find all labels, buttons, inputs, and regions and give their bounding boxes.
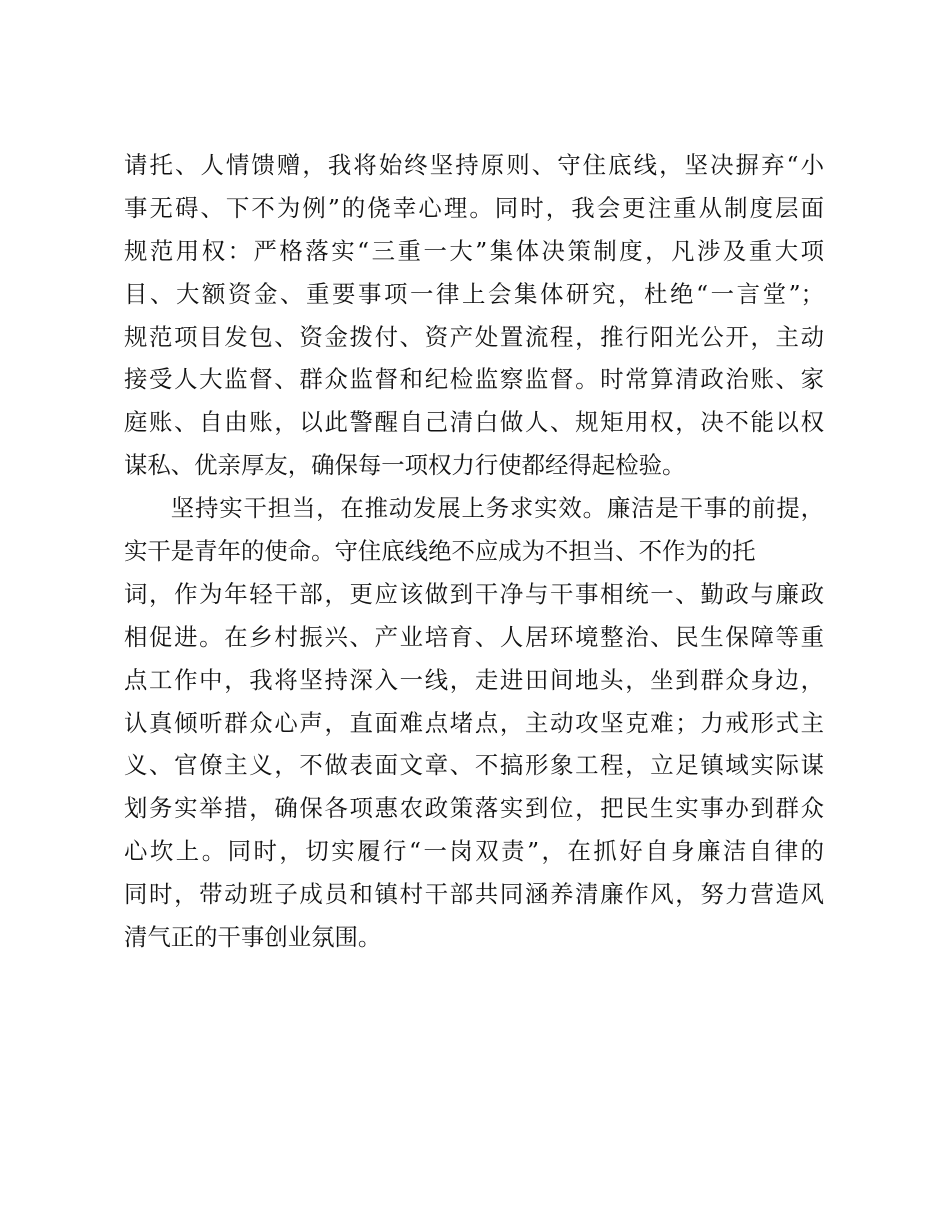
paragraph-line: 事无碍、下不为例”的侥幸心理。同时，我会更注重从制度层面 xyxy=(124,193,824,222)
paragraph-line: 心坎上。同时，切实履行“一岗双责”，在抓好自身廉洁自律的 xyxy=(124,837,824,866)
paragraph-2 xyxy=(124,487,824,959)
paragraph-line: 词，作为年轻干部，更应该做到干净与干事相统一、勤政与廉政 xyxy=(124,579,824,608)
paragraph-line: 实干是青年的使命。守住底线绝不应成为不担当、不作为的托 xyxy=(124,537,756,566)
paragraph-line: 目、大额资金、重要事项一律上会集体研究，杜绝“一言堂”； xyxy=(124,279,824,308)
paragraph-line: 义、官僚主义，不做表面文章、不搞形象工程，立足镇域实际谋 xyxy=(124,751,824,780)
document-body xyxy=(124,144,824,959)
paragraph-line: 坚持实干担当，在推动发展上务求实效。廉洁是干事的前提， xyxy=(170,494,824,523)
paragraph-line: 请托、人情馈赠，我将始终坚持原则、守住底线，坚决摒弃“小 xyxy=(124,151,824,179)
paragraph-line: 清气正的干事创业氛围。 xyxy=(124,923,382,952)
paragraph-line: 划务实举措，确保各项惠农政策落实到位，把民生实事办到群众 xyxy=(124,794,824,823)
paragraph-line: 接受人大监督、群众监督和纪检监察监督。时常算清政治账、家 xyxy=(124,365,824,394)
paragraph-line: 庭账、自由账，以此警醒自己清白做人、规矩用权，决不能以权 xyxy=(124,408,824,437)
paragraph-line: 规范用权：严格落实“三重一大”集体决策制度，凡涉及重大项 xyxy=(124,236,824,265)
paragraph-line: 相促进。在乡村振兴、产业培育、人居环境整治、民生保障等重 xyxy=(124,622,824,651)
paragraph-line: 规范项目发包、资金拨付、资产处置流程，推行阳光公开，主动 xyxy=(124,322,824,351)
paragraph-1 xyxy=(124,144,824,487)
paragraph-line: 谋私、优亲厚友，确保每一项权力行使都经得起检验。 xyxy=(124,451,686,480)
paragraph-line: 认真倾听群众心声，直面难点堵点，主动攻坚克难；力戒形式主 xyxy=(124,708,824,737)
paragraph-line: 同时，带动班子成员和镇村干部共同涵养清廉作风，努力营造风 xyxy=(124,880,824,909)
paragraph-line: 点工作中，我将坚持深入一线，走进田间地头，坐到群众身边， xyxy=(124,665,824,694)
